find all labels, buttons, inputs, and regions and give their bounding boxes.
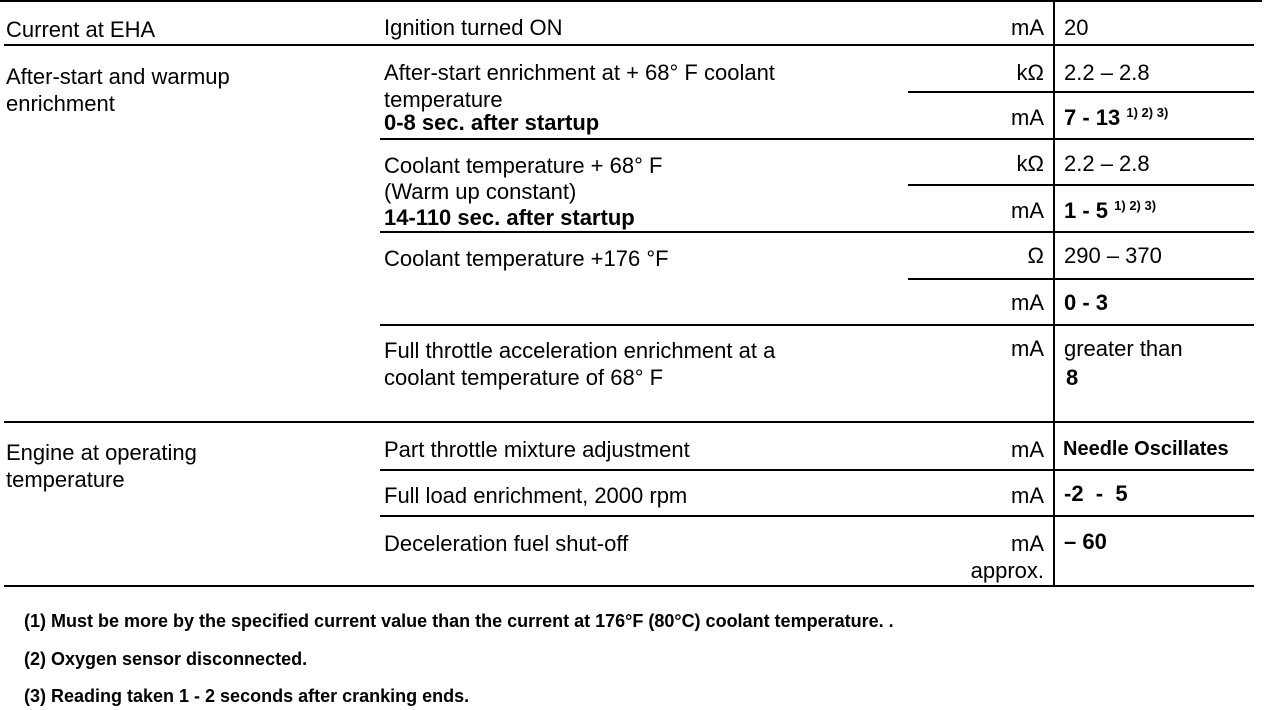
value-hot-current: 0 - 3	[1064, 290, 1109, 315]
unit-partthrottle: mA	[1011, 437, 1044, 462]
test-hot-coolant: Coolant temperature +176 °F	[384, 246, 669, 271]
row-rule	[380, 469, 1254, 471]
condition-current-at-eha: Current at EHA	[6, 17, 156, 42]
value-fullload: -2 - 5	[1064, 481, 1128, 506]
condition-afterstart-line1: After-start and warmup	[6, 64, 230, 89]
footnote-ref: 1) 2) 3)	[1114, 198, 1157, 213]
footnote-2: (2) Oxygen sensor disconnected.	[24, 649, 308, 669]
test-afterstart-line3: 0-8 sec. after startup	[384, 110, 600, 135]
row-rule	[380, 138, 1254, 140]
bottom-rule	[4, 585, 1254, 587]
section-rule	[4, 421, 1254, 423]
test-partthrottle: Part throttle mixture adjustment	[384, 437, 690, 462]
unit-warmup-resistance: kΩ	[1016, 151, 1044, 176]
value-afterstart-resistance: 2.2 – 2.8	[1064, 60, 1150, 85]
value-partthrottle: Needle Oscillates	[1063, 438, 1229, 460]
unit-fullthrottle: mA	[1011, 336, 1044, 361]
value-ignition: 20	[1064, 15, 1089, 40]
footnote-ref: 1) 2) 3)	[1126, 105, 1169, 120]
unit-decel-approx: approx.	[970, 558, 1044, 583]
unit-ignition: mA	[1011, 15, 1044, 40]
subrow-rule	[908, 91, 1254, 93]
test-afterstart-line2: temperature	[384, 87, 503, 112]
unit-fullload: mA	[1011, 483, 1044, 508]
test-fullthrottle-line2: coolant temperature of 68° F	[384, 365, 664, 390]
test-warmup-line2: (Warm up constant)	[384, 179, 577, 204]
value-warmup-current-text: 1 - 5	[1064, 198, 1109, 223]
unit-afterstart-current: mA	[1011, 105, 1044, 130]
test-warmup-line3: 14-110 sec. after startup	[384, 205, 635, 230]
value-fullthrottle-line2: 8	[1066, 365, 1079, 390]
value-decel: – 60	[1064, 529, 1107, 554]
unit-afterstart-resistance: kΩ	[1016, 60, 1044, 85]
unit-hot-current: mA	[1011, 290, 1044, 315]
value-column-divider	[1053, 0, 1055, 586]
value-warmup-current	[1064, 197, 1156, 224]
value-fullthrottle-line1: greater than	[1064, 336, 1183, 361]
value-afterstart-current	[1064, 104, 1168, 131]
test-decel: Deceleration fuel shut-off	[384, 531, 629, 556]
condition-operating-line1: Engine at operating	[6, 440, 197, 465]
row-rule	[380, 324, 1254, 326]
test-ignition-on: Ignition turned ON	[384, 15, 563, 40]
subrow-rule	[908, 184, 1254, 186]
row-rule	[380, 231, 1254, 233]
row-rule	[380, 515, 1254, 517]
row-rule	[4, 44, 1254, 46]
subrow-rule	[908, 278, 1254, 280]
value-afterstart-current-text: 7 - 13	[1064, 105, 1121, 130]
unit-warmup-current: mA	[1011, 198, 1044, 223]
unit-hot-resistance: Ω	[1027, 243, 1044, 268]
condition-afterstart-line2: enrichment	[6, 91, 115, 116]
top-rule	[0, 0, 1262, 2]
test-fullthrottle-line1: Full throttle acceleration enrichment at a	[384, 338, 776, 363]
unit-decel: mA	[1011, 531, 1044, 556]
value-hot-resistance: 290 – 370	[1064, 243, 1162, 268]
test-afterstart-line1: After-start enrichment at + 68° F coolant	[384, 60, 775, 85]
footnote-3: (3) Reading taken 1 - 2 seconds after cranking ends.	[24, 686, 470, 706]
value-warmup-resistance: 2.2 – 2.8	[1064, 151, 1150, 176]
test-warmup-line1: Coolant temperature + 68° F	[384, 153, 663, 178]
footnote-1: (1) Must be more by the specified current value than the current at 176°F (80°C) coolant temperature. .	[24, 611, 894, 631]
test-fullload: Full load enrichment, 2000 rpm	[384, 483, 688, 508]
condition-operating-line2: temperature	[6, 467, 125, 492]
